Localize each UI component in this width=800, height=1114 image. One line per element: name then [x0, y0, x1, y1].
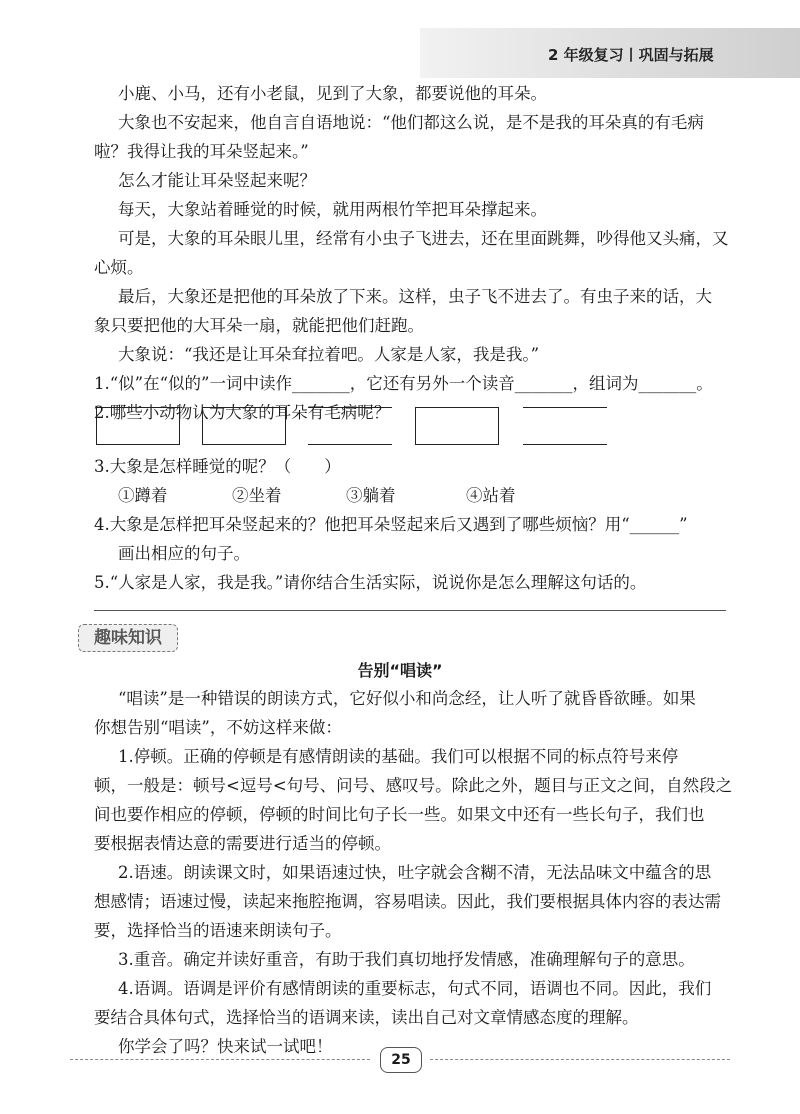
story-paragraph: 怎么才能让耳朵竖起来呢？: [118, 171, 316, 190]
story-paragraph: 大象也不安起来，他自言自语地说：“他们都这么说，是不是我的耳朵真的有毛病: [118, 113, 704, 132]
answer-line[interactable]: [523, 444, 607, 445]
answer-box[interactable]: [96, 407, 180, 445]
question-4: 4.大象是怎样把耳朵竖起来的？他把耳朵竖起来后又遇到了哪些烦恼？用“______”: [94, 515, 688, 534]
question-5: 5.“人家是人家，我是我。”请你结合生活实际，说说你是怎么理解这句话的。: [94, 573, 647, 592]
article-paragraph: 想感情；语速过慢，读起来拖腔拖调，容易唱读。因此，我们要根据具体内容的表达需: [94, 892, 721, 911]
article-title: 告别“唱读”: [357, 661, 443, 680]
article-paragraph: 要结合具体句式，选择恰当的语调来读，读出自己对文章情感态度的理解。: [94, 1008, 639, 1027]
story-paragraph: 最后，大象还是把他的耳朵放了下来。这样，虫子飞不进去了。有虫子来的话，大: [118, 287, 712, 306]
article-paragraph: “唱读”是一种错误的朗读方式，它好似小和尚念经，让人听了就昏昏欲睡。如果: [118, 689, 696, 708]
article-paragraph: 你学会了吗？快来试一试吧！: [118, 1037, 333, 1056]
question-1: 1.“似”在“似的”一词中读作_______，它还有另外一个读音_______，组词为_______。: [94, 374, 713, 393]
article-paragraph: 4.语调。语调是评价有感情朗读的重要标志，句式不同，语调也不同。因此，我们: [118, 979, 712, 998]
fun-knowledge-badge: 趣味知识: [78, 624, 178, 652]
article-paragraph: 2.语速。朗读课文时，如果语速过快，吐字就会含糊不清，无法品味文中蕴含的思: [118, 863, 712, 882]
page-number: 25: [380, 1047, 422, 1073]
option-item[interactable]: ②坐着: [232, 486, 282, 505]
question-4: 画出相应的句子。: [118, 544, 250, 563]
header-title: 2 年级复习丨巩固与拓展: [548, 46, 714, 64]
article-paragraph: 要根据表情达意的需要进行适当的停顿。: [94, 834, 391, 853]
story-paragraph: 小鹿、小马，还有小老鼠，见到了大象，都要说他的耳朵。: [118, 84, 547, 103]
option-item[interactable]: ④站着: [466, 486, 516, 505]
article-paragraph: 间也要作相应的停顿，停顿的时间比句子长一些。如果文中还有一些长句子，我们也: [94, 805, 705, 824]
article-paragraph: 1.停顿。正确的停顿是有感情朗读的基础。我们可以根据不同的标点符号来停: [118, 747, 679, 766]
answer-line[interactable]: [308, 444, 392, 445]
story-paragraph: 每天，大象站着睡觉的时候，就用两根竹竿把耳朵撑起来。: [118, 200, 547, 219]
footer-dashed-line: [70, 1059, 370, 1060]
section-divider: [94, 610, 726, 611]
answer-line[interactable]: [523, 407, 607, 408]
story-paragraph: 象只要把他的大耳朵一扇，就能把他们赶跑。: [94, 316, 424, 335]
question-3: 3.大象是怎样睡觉的呢？（ ）: [94, 457, 341, 476]
question-2: 2.哪些小动物认为大象的耳朵有毛病呢？: [94, 403, 391, 422]
option-item[interactable]: ①蹲着: [118, 486, 168, 505]
answer-line[interactable]: [308, 407, 392, 408]
article-paragraph: 要，选择恰当的语速来朗读句子。: [94, 921, 342, 940]
story-paragraph: 大象说：“我还是让耳朵耷拉着吧。人家是人家，我是我。”: [118, 345, 540, 364]
answer-box[interactable]: [415, 407, 499, 445]
footer-dashed-line: [430, 1059, 730, 1060]
article-paragraph: 你想告别“唱读”，不妨这样来做：: [94, 718, 342, 737]
option-item[interactable]: ③躺着: [346, 486, 396, 505]
story-paragraph: 可是，大象的耳朵眼儿里，经常有小虫子飞进去，还在里面跳舞，吵得他又头痛，又: [118, 229, 729, 248]
article-paragraph: 顿，一般是：顿号<逗号<句号、问号、感叹号。除此之外，题目与正文之间，自然段之: [94, 776, 733, 795]
story-paragraph: 啦？我得让我的耳朵竖起来。”: [94, 142, 309, 161]
article-paragraph: 3.重音。确定并读好重音，有助于我们真切地抒发情感，准确理解句子的意思。: [118, 950, 695, 969]
answer-box[interactable]: [202, 407, 286, 445]
story-paragraph: 心烦。: [94, 258, 144, 277]
